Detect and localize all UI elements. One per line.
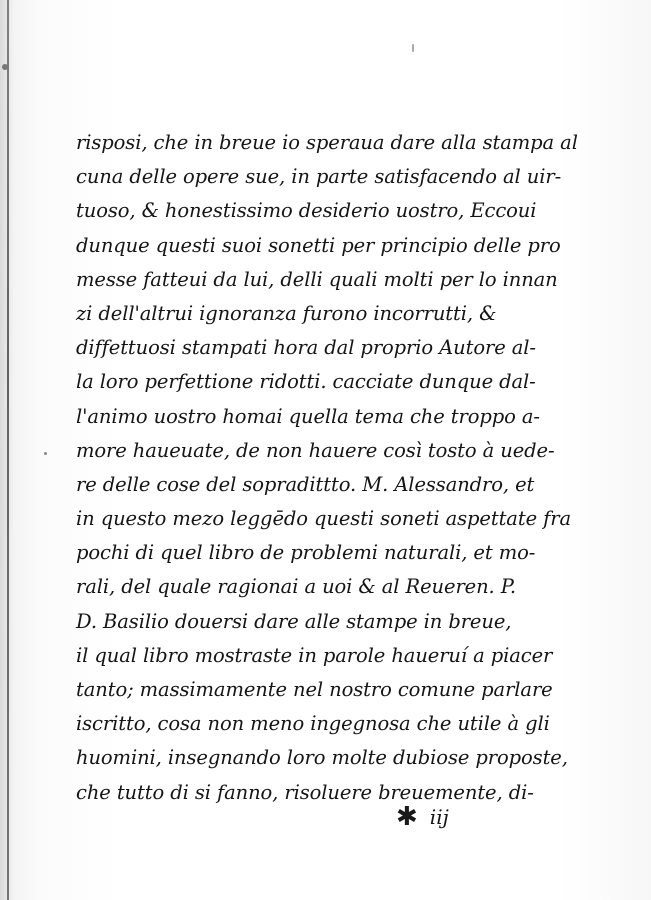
signature-mark: [396, 800, 449, 830]
text-line: D. Basilio douersi dare alle stampe in breue,: [76, 609, 512, 633]
text-line: il qual libro mostraste in parole haueruí a piacer: [76, 643, 553, 667]
text-line: tanto; massimamente nel nostro comune parlare: [76, 678, 553, 701]
text-line: iscritto, cosa non meno ingegnosa che utile à gli: [76, 712, 550, 736]
gathering-signature: iij: [429, 804, 449, 829]
text-line: diffettuosi stampati hora dal proprio Autore al-: [76, 336, 536, 360]
text-line: l'animo uostro homai quella tema che troppo a-: [76, 404, 540, 428]
text-line: rali, del quale ragionai a uoi & al Reueren. P.: [76, 575, 516, 599]
text-line: che tutto di si fanno, risoluere breuemente, di-: [76, 780, 534, 804]
text-line: messe fatteui da lui, delli quali molti per lo innan: [76, 267, 558, 291]
ink-speck: [412, 44, 414, 52]
text-line: re delle cose del sopradittto. M. Alessandro, et: [76, 472, 535, 496]
asterisk-icon: ✱: [396, 801, 418, 832]
binding-mark: [2, 64, 8, 70]
text-line: more haueuate, de non hauere così tosto à uede-: [76, 438, 555, 462]
page-gutter-edge: [7, 0, 9, 900]
text-line: huomini, insegnando loro molte dubiose proposte,: [76, 746, 568, 770]
text-line: tuoso, & honestissimo desiderio uostro, Eccoui: [76, 199, 537, 223]
text-line: la loro perfettione ridotti. cacciate dunque dal-: [76, 370, 536, 394]
text-line: in questo mezo leggēdo questi soneti aspettate fra: [76, 507, 571, 531]
text-line: risposi, che in breue io speraua dare alla stampa al: [76, 131, 578, 154]
ink-speck: [44, 452, 47, 455]
body-text: [76, 126, 578, 810]
text-line: cuna delle opere sue, in parte satisfacendo al uir-: [76, 165, 562, 189]
text-line: zi dell'altrui ignoranza furono incorrutti, &: [76, 301, 497, 325]
text-line: pochi di quel libro de problemi naturali, et mo-: [76, 541, 536, 565]
text-line: dunque questi suoi sonetti per principio delle pro: [76, 233, 561, 257]
